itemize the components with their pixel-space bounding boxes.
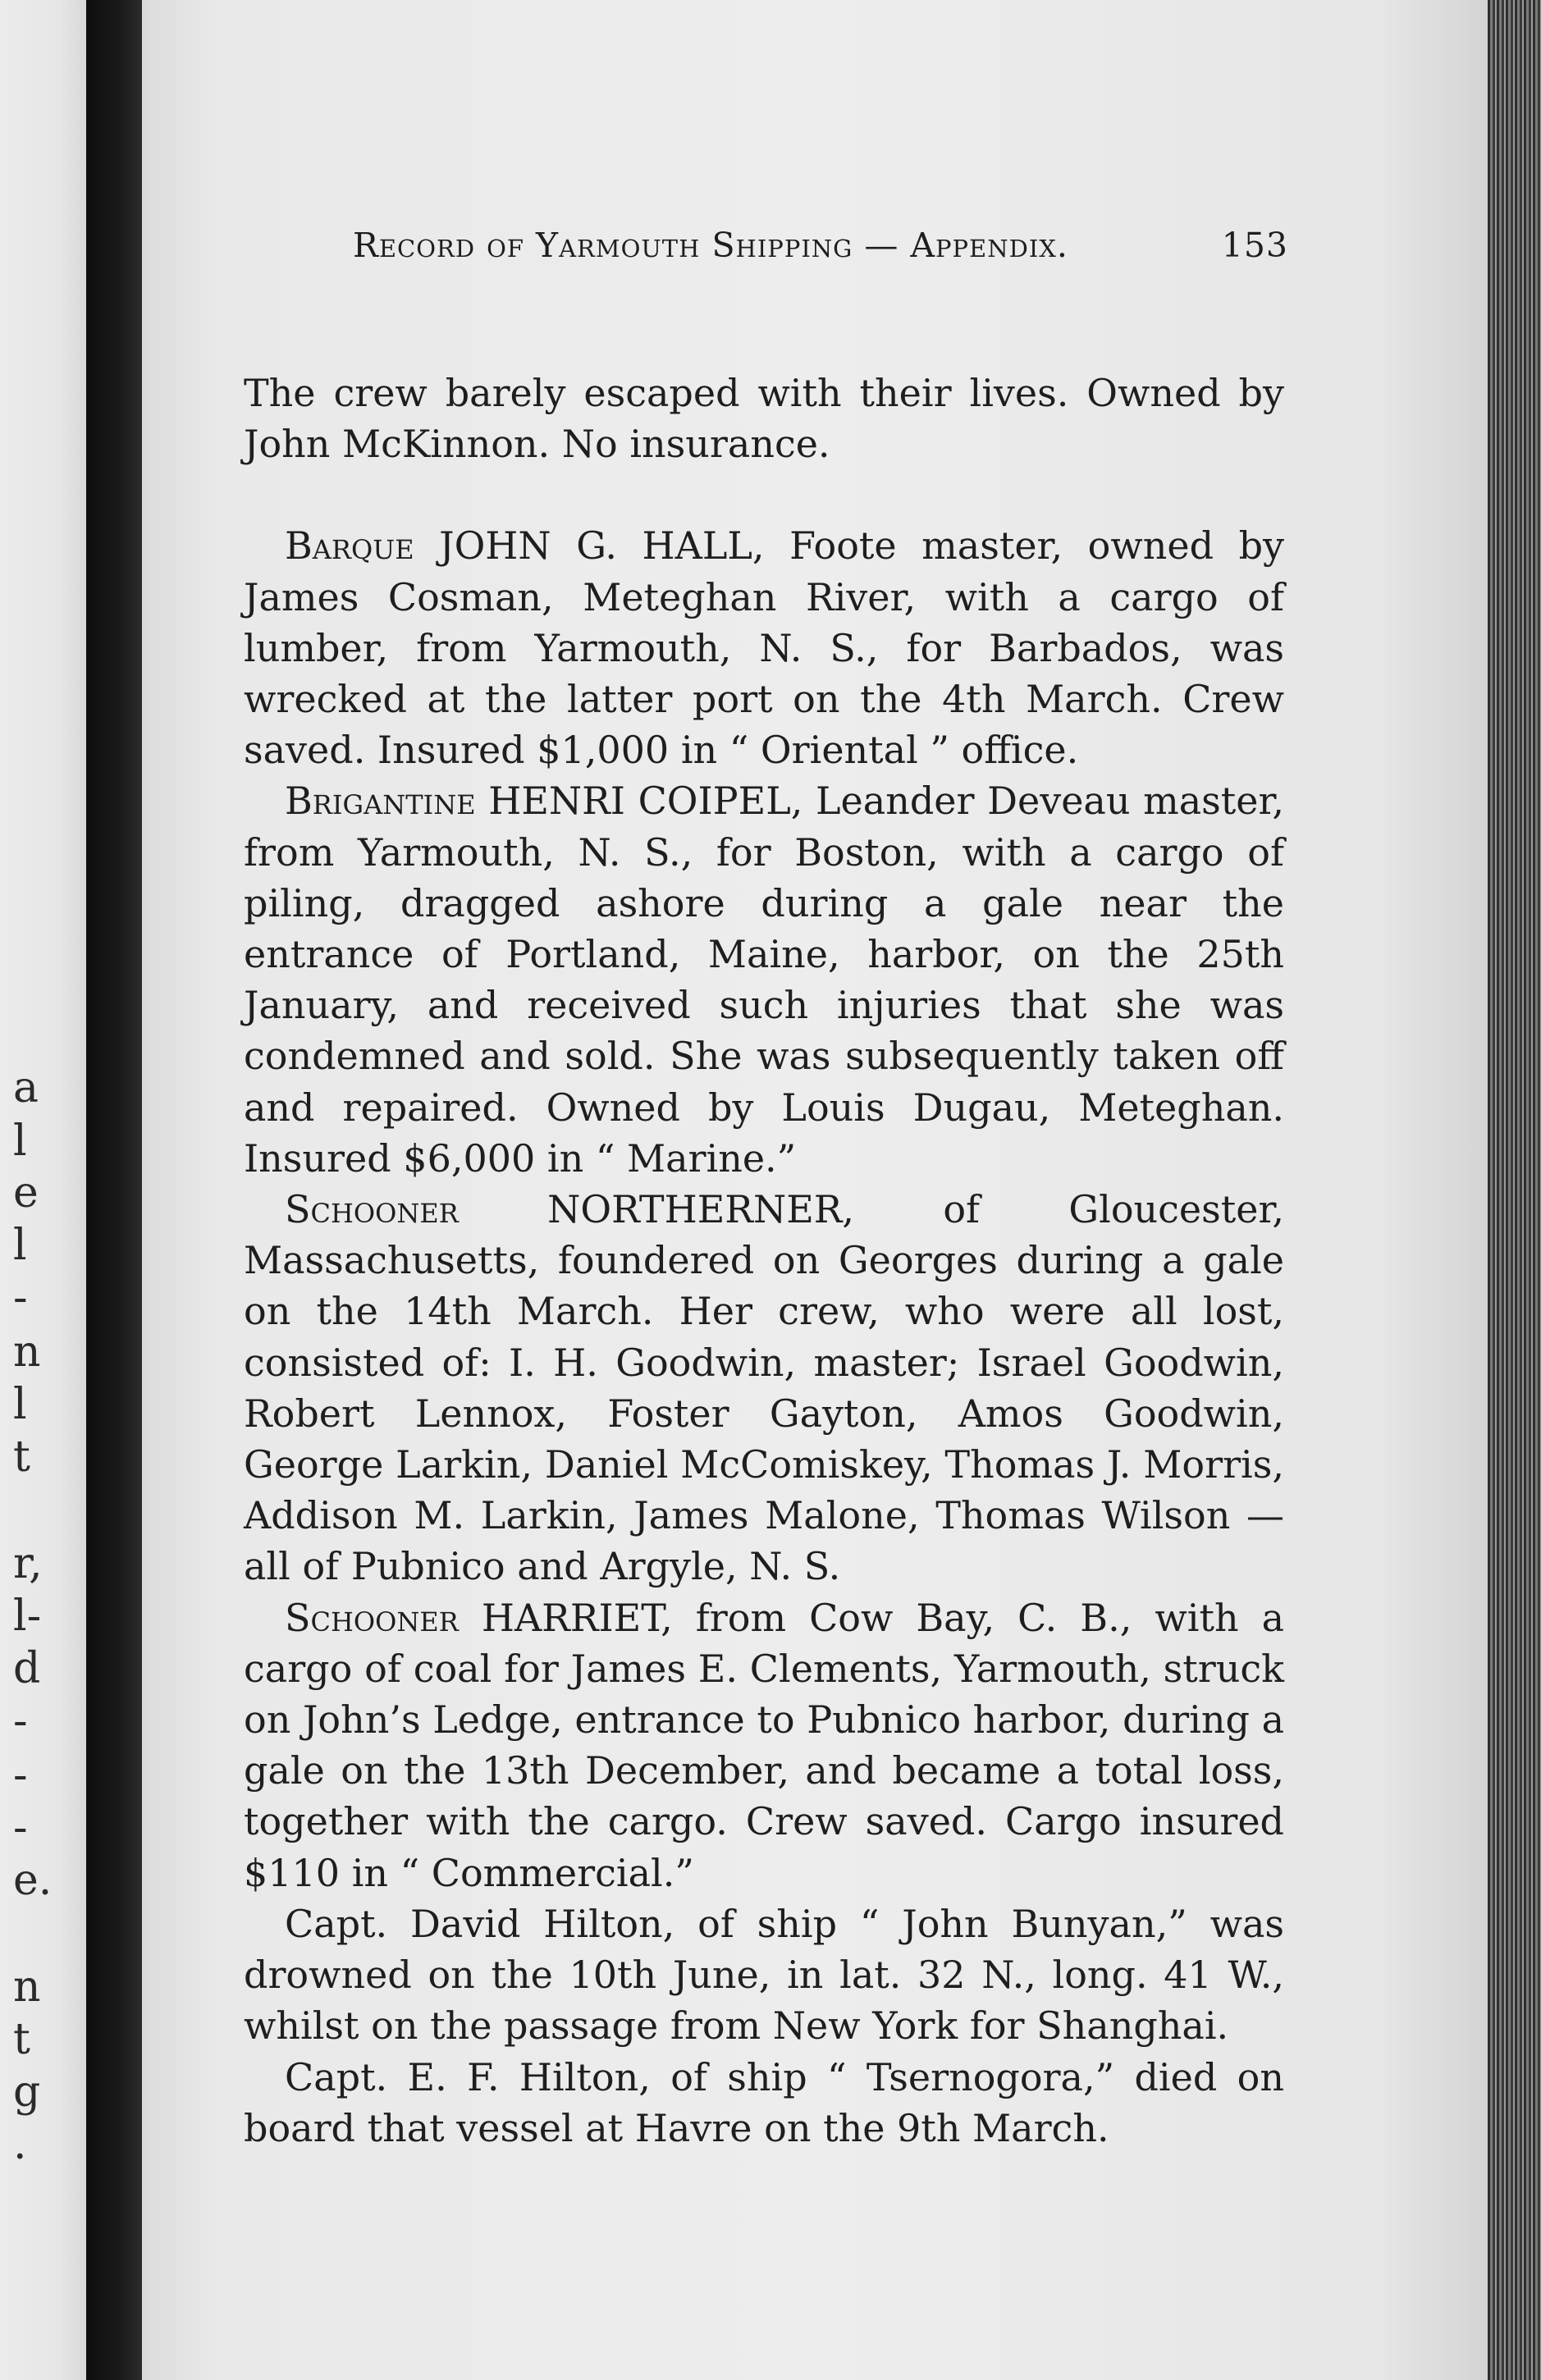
left-page-fragment: e — [13, 1168, 39, 1217]
left-page-fragment: l — [13, 1221, 27, 1270]
entry-john-g-hall — [244, 520, 1284, 775]
left-page-fragment: - — [13, 1273, 28, 1322]
vessel-name: HENRI COIPEL, — [488, 779, 803, 824]
paragraph-text: Leander Deveau master, from Yarmouth, N. S., for Boston, with a cargo of piling, dragged ashore during a gale near the entrance of Portland, Maine, harbor, on the 25th January, and received such injuries that she was condemned and sold. She was subsequently taken off and repaired. Owned by Louis Dugau, Meteghan. Insured $6,000 in “ Marine.” — [244, 779, 1285, 1181]
left-page-margin — [0, 0, 86, 2380]
left-page-fragment: - — [13, 1751, 28, 1800]
vessel-type: Schooner — [285, 1595, 459, 1640]
left-page-fragment: - — [13, 1803, 28, 1852]
page-edges — [1488, 0, 1541, 2380]
left-page-fragment: l- — [13, 1592, 42, 1641]
left-page-fragment: t — [13, 1432, 30, 1482]
left-page-fragment: t — [13, 2015, 30, 2064]
paragraph-text: from Cow Bay, C. B., with a cargo of coal for James E. Clements, Yarmouth, struck on John’s Ledge, entrance to Pubnico harbor, during a gale on the 13th December, and became a total loss, together with the cargo. Crew saved. Cargo insured $110 in “ Commercial.” — [244, 1595, 1284, 1895]
left-page-fragment: l — [13, 1117, 27, 1166]
page-number: 153 — [1221, 226, 1288, 265]
left-page-fragment: - — [13, 1697, 28, 1746]
vessel-type: Brigantine — [285, 779, 476, 824]
left-page-fragment: r, — [13, 1539, 43, 1588]
entry-e-f-hilton — [244, 2052, 1284, 2154]
left-page-fragment: n — [13, 1962, 41, 2012]
vessel-name: NORTHERNER, — [547, 1187, 855, 1232]
paragraph-text: Foote master, owned by James Cosman, Meteghan River, with a cargo of lumber, from Yarmouth, N. S., for Barbados, was wrecked at the latter port on the 4th March. Crew saved. Insured $1,000 in “ Oriental ” office. — [244, 523, 1285, 773]
left-page-fragment: g — [13, 2067, 41, 2117]
paragraph-continuation — [244, 368, 1284, 469]
vessel-type: Schooner — [285, 1187, 459, 1232]
entry-david-hilton — [244, 1898, 1284, 2052]
entry-harriet — [244, 1592, 1284, 1898]
entry-henri-coipel — [244, 775, 1284, 1184]
paragraph-text: Capt. E. F. Hilton, of ship “ Tsernogora,” died on board that vessel at Havre on the 9th March. — [244, 2054, 1284, 2150]
left-page-fragment: d — [13, 1644, 41, 1693]
vessel-name: JOHN G. HALL, — [439, 523, 765, 569]
page-body — [244, 368, 1284, 2154]
left-page-fragment: n — [13, 1327, 41, 1377]
left-page-fragment: e. — [13, 1856, 53, 1905]
vessel-type: Barque — [285, 523, 414, 569]
running-title: Record of Yarmouth Shipping — Appendix. — [353, 226, 1068, 265]
running-header — [353, 226, 1288, 275]
paragraph-text: of Gloucester, Massachusetts, foundered on Georges during a gale on the 14th March. Her crew, who were all lost, consisted of: I. H. Goodwin, master; Israel Goodwin, Robert Lennox, Foster Gayton, Amos Goodwin, George Larkin, Daniel McComiskey, Thomas J. Morris, Addison M. Larkin, James Malone, Thomas Wilson — all of Pubnico and Argyle, N. S. — [244, 1187, 1285, 1589]
left-page-fragment: . — [13, 2120, 27, 2169]
paragraph-text: Capt. David Hilton, of ship “ John Bunyan,” was drowned on the 10th June, in lat. 32 N., long. 41 W., whilst on the passage from New York for Shanghai. — [244, 1901, 1284, 2049]
paragraph-text: The crew barely escaped with their lives. Owned by John McKinnon. No insurance. — [244, 371, 1284, 467]
left-page-fragment: a — [13, 1063, 39, 1112]
book-spine — [86, 0, 142, 2380]
left-page-fragment: l — [13, 1380, 27, 1429]
entry-northerner — [244, 1184, 1284, 1592]
vessel-name: HARRIET, — [481, 1595, 673, 1640]
